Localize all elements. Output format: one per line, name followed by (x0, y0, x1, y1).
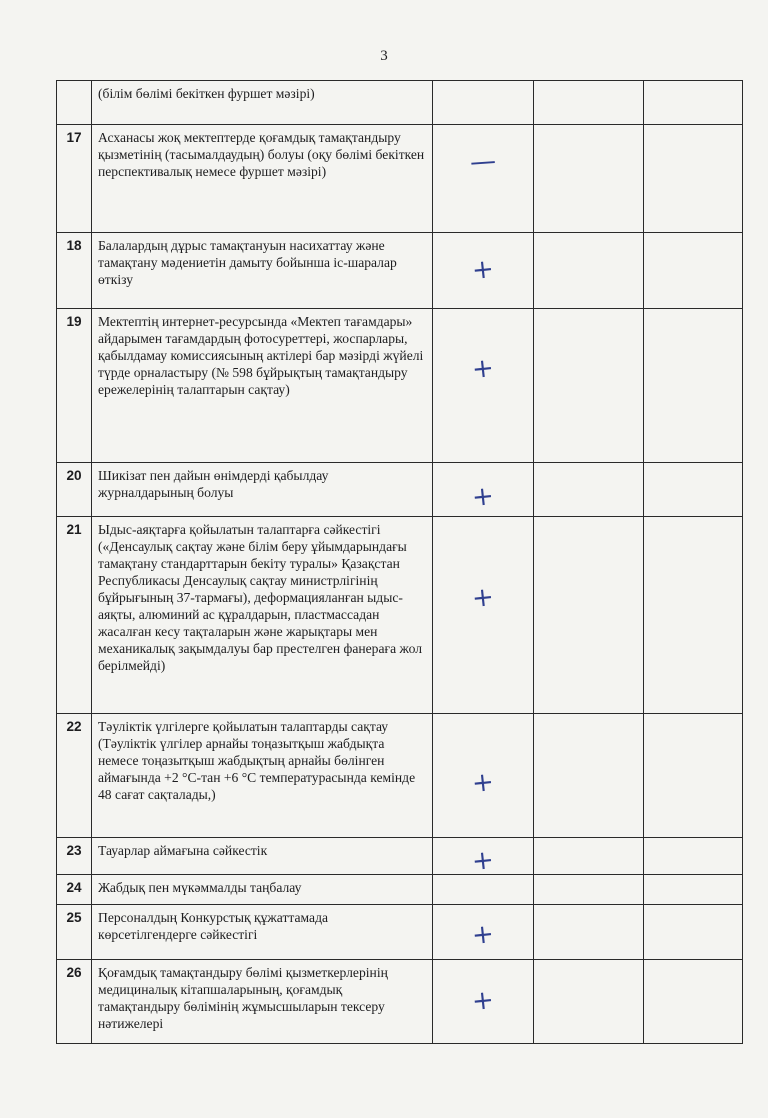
row-description: Қоғамдық тамақтандыру бөлімі қызметкерлерінің медициналық кітапшаларының, қоғамдық тамақтандыру бөлімінің жұмысшыларын тексеру нәтижелері (92, 960, 433, 1044)
empty-cell (644, 125, 743, 233)
empty-cell (644, 838, 743, 875)
handwritten-plus-mark: + (470, 984, 496, 1017)
handwritten-plus-mark: + (470, 766, 496, 799)
row-number (57, 81, 92, 125)
row-number: 18 (57, 233, 92, 309)
row-number: 24 (57, 875, 92, 905)
table-row (57, 905, 743, 960)
table-row (57, 875, 743, 905)
row-description: Жабдық пен мүкәммалды таңбалау (92, 875, 433, 905)
empty-cell (534, 714, 644, 838)
empty-cell (534, 905, 644, 960)
table-row (57, 714, 743, 838)
handwritten-plus-mark: + (470, 352, 496, 385)
table-row (57, 517, 743, 714)
row-description: (білім бөлімі бекіткен фуршет мәзірі) (92, 81, 433, 125)
empty-cell (534, 309, 644, 463)
row-mark-cell (433, 125, 534, 233)
row-number: 19 (57, 309, 92, 463)
row-mark-cell (433, 233, 534, 309)
row-description: Ыдыс-аяқтарға қойылатын талаптарға сәйкестігі («Денсаулық сақтау және білім беру ұйымдарындағы тамақтану стандарттарын бекіту туралы» Қазақстан Республикасы Денсаулық сақтау министрлігінің бұйрығының 37-тармағы), деформацияланған ыдыс-аяқты, алюминий ас құралдарын, пластмассадан жасалған кесу тақталарын және жарықтары мен механикалық зақымдалуы бар престелген фанераға жол берілмейді) (92, 517, 433, 714)
row-number: 25 (57, 905, 92, 960)
row-description: Персоналдың Конкурстық құжаттамада көрсетілгендерге сәйкестігі (92, 905, 433, 960)
row-number: 22 (57, 714, 92, 838)
row-description: Мектептің интернет-ресурсында «Мектеп тағамдары» айдарымен тағамдардың фотосуреттері, жоспарлары, қабылдамау комиссиясының актілері бар мәзірді жүйелі түрде орналастыру (№ 598 бұйрықтың тамақтандыру ережелерінің талаптарын сақтау) (92, 309, 433, 463)
row-mark-cell (433, 463, 534, 517)
row-description: Тауарлар аймағына сәйкестік (92, 838, 433, 875)
row-description: Асханасы жоқ мектептерде қоғамдық тамақтандыру қызметінің (тасымалдаудың) болуы (оқу бөлімі бекіткен перспективалық немесе фуршет мәзірі) (92, 125, 433, 233)
table-row (57, 838, 743, 875)
empty-cell (644, 81, 743, 125)
empty-cell (534, 463, 644, 517)
row-mark-cell (433, 905, 534, 960)
row-description: Тәуліктік үлгілерге қойылатын талаптарды сақтау (Тәуліктік үлгілер арнайы тоңазытқыш жабдықта немесе тоңазытқыш жабдықтың арнайы бөлінген аймағында +2 °С-тан +6 °С температурасында кемінде 48 сағат сақталады,) (92, 714, 433, 838)
handwritten-plus-mark: + (470, 844, 496, 878)
row-number: 17 (57, 125, 92, 233)
row-number: 21 (57, 517, 92, 714)
handwritten-plus-mark: + (470, 918, 496, 952)
empty-cell (534, 875, 644, 905)
table-row (57, 81, 743, 125)
row-number: 20 (57, 463, 92, 517)
empty-cell (644, 233, 743, 309)
row-number: 23 (57, 838, 92, 875)
checklist-table (56, 80, 743, 1044)
table-row (57, 309, 743, 463)
table-row (57, 233, 743, 309)
table-row (57, 960, 743, 1044)
handwritten-plus-mark: + (470, 253, 496, 286)
empty-cell (534, 125, 644, 233)
row-mark-cell (433, 875, 534, 905)
handwritten-plus-mark: + (470, 581, 496, 615)
table-row (57, 463, 743, 517)
empty-cell (644, 714, 743, 838)
row-description: Балалардың дұрыс тамақтануын насихаттау және тамақтану мәдениетін дамыту бойынша іс-шаралар өткізу (92, 233, 433, 309)
row-mark-cell (433, 960, 534, 1044)
row-mark-cell (433, 838, 534, 878)
empty-cell (644, 517, 743, 714)
empty-cell (534, 81, 644, 125)
empty-cell (644, 463, 743, 517)
table-row (57, 125, 743, 233)
empty-cell (534, 960, 644, 1044)
handwritten-dash-mark: — (468, 145, 498, 178)
page-number: 3 (380, 48, 388, 64)
row-description: Шикізат пен дайын өнімдерді қабылдау журналдарының болуы (92, 463, 433, 517)
empty-cell (644, 875, 743, 905)
empty-cell (534, 838, 644, 875)
handwritten-plus-mark: + (470, 480, 496, 513)
row-mark-cell (433, 714, 534, 838)
row-mark-cell (433, 81, 534, 125)
empty-cell (644, 960, 743, 1044)
empty-cell (644, 309, 743, 463)
row-mark-cell (433, 517, 534, 714)
empty-cell (534, 517, 644, 714)
row-mark-cell (433, 309, 534, 463)
empty-cell (644, 905, 743, 960)
empty-cell (534, 233, 644, 309)
row-number: 26 (57, 960, 92, 1044)
